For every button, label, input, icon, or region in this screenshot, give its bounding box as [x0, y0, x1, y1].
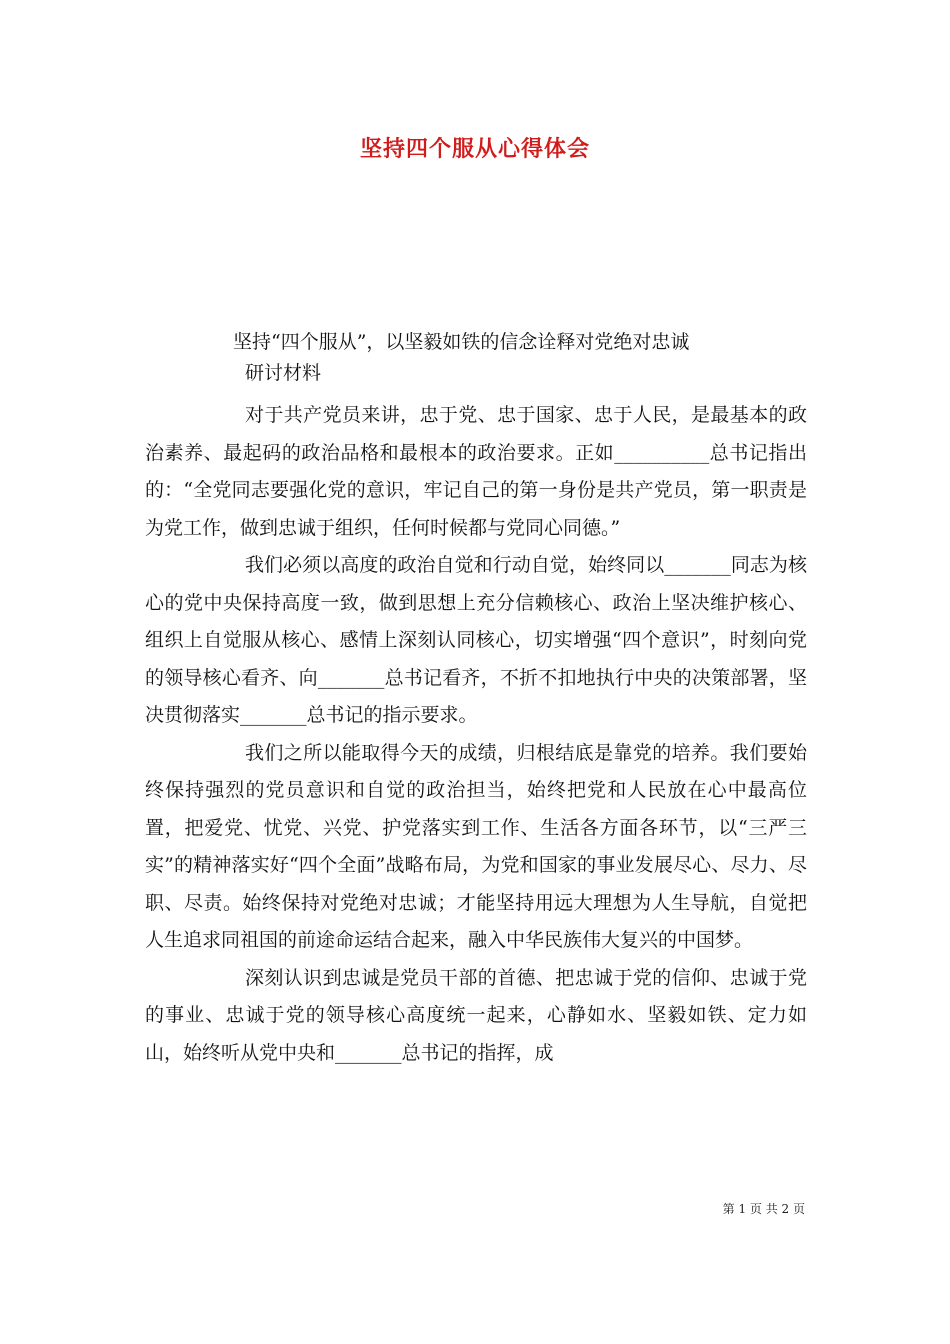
paragraph-2: 我们必须以高度的政治自觉和行动自觉，始终同以_______同志为核心的党中央保持高度一致，做到思想上充分信赖核心、政治上坚决维护核心、组织上自觉服从核心、感情上深刻认同核心，切实增强“四个意识”，时刻向党的领导核心看齐、向_______总书记看齐，不折不扣地执行中央的决策部署，坚决贯彻落实_______总书记的指示要求。	[145, 554, 807, 726]
body-text	[145, 397, 807, 1072]
paragraph-4: 深刻认识到忠诚是党员干部的首德、把忠诚于党的信仰、忠诚于党的事业、忠诚于党的领导核心高度统一起来，心静如水、坚毅如铁、定力如山，始终听从党中央和_______总书记的指挥，成	[145, 966, 807, 1064]
paragraph-3: 我们之所以能取得今天的成绩，归根结底是靠党的培养。我们要始终保持强烈的党员意识和自觉的政治担当，始终把党和人民放在心中最高位置，把爱党、忧党、兴党、护党落实到工作、生活各方面各环节，以“三严三实”的精神落实好“四个全面”战略布局，为党和国家的事业发展尽心、尽力、尽职、尽责。始终保持对党绝对忠诚；才能坚持用远大理想为人生导航，自觉把人生追求同祖国的前途命运结合起来，融入中华民族伟大复兴的中国梦。	[145, 741, 807, 951]
subtitle-line-2: 研讨材料	[245, 362, 322, 384]
subtitle-line-1: 坚持“四个服从”，以坚毅如铁的信念诠释对党绝对忠诚	[233, 331, 690, 353]
paragraph-1: 对于共产党员来讲，忠于党、忠于国家、忠于人民，是最基本的政治素养、最起码的政治品格和最根本的政治要求。正如__________总书记指出的：“全党同志要强化党的意识，牢记自己的第一身份是共产党员，第一职责是为党工作，做到忠诚于组织，任何时候都与党同心同德。”	[145, 404, 807, 539]
subtitle	[233, 327, 803, 389]
page-footer: 第 1 页 共 2 页	[722, 1202, 805, 1216]
page-title: 坚持四个服从心得体会	[359, 137, 590, 162]
